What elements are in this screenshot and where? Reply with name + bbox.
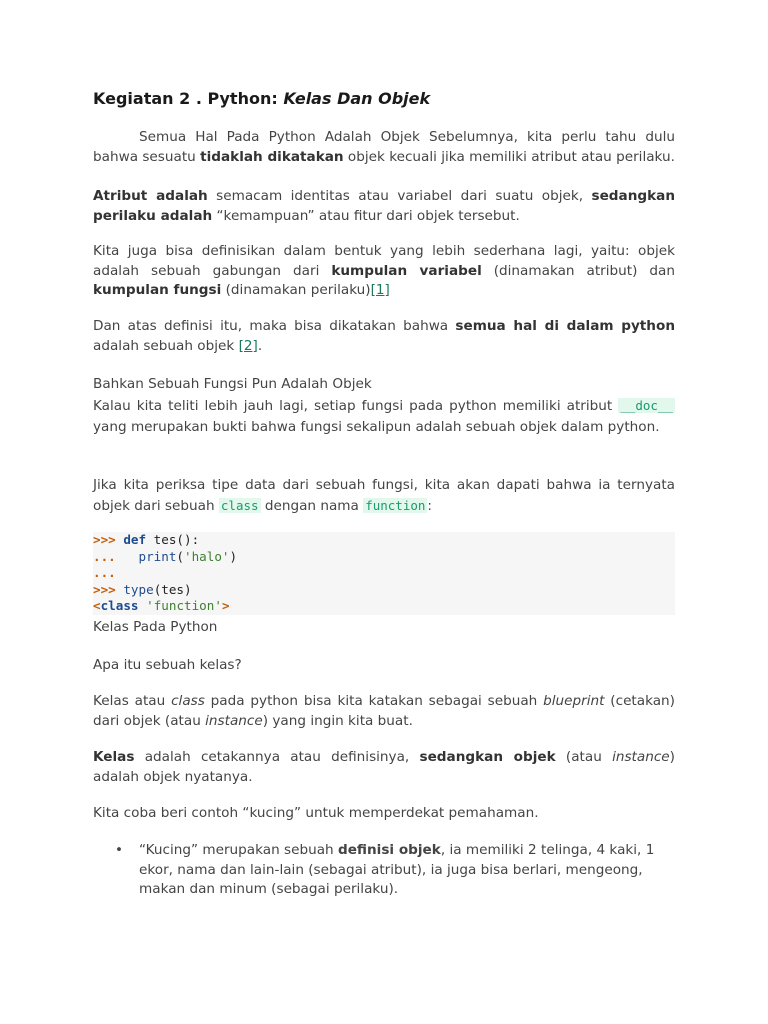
list-item: • “Kucing” merupakan sebuah definisi objek, ia memiliki 2 telinga, 4 kaki, 1 ekor, nama dan lain-lain (sebagai atribut), ia juga bisa berlari, mengeong, makan dan minum (sebagai perilaku). (115, 842, 655, 897)
inline-code-function: function (365, 497, 426, 513)
bullet-list (93, 841, 675, 900)
subheading-kelas: Kelas Pada Python (93, 619, 218, 635)
paragraph-intro: Semua Hal Pada Python Adalah Objek Sebelumnya, kita perlu tahu dulu bahwa sesuatu tidaklah dikatakan objek kecuali jika memiliki atribut atau perilaku. (93, 129, 675, 165)
paragraph-kelas-class: Kelas atau class pada python bisa kita katakan sebagai sebuah blueprint (cetakan) dari objek (atau instance) yang ingin kita buat. (93, 693, 675, 729)
title-italic: Kelas Dan Objek (283, 89, 431, 108)
code-line-2: ... print('halo') (93, 548, 238, 564)
paragraph-tipe-data: Jika kita periksa tipe data dari sebuah fungsi, kita akan dapati bahwa ia ternyata objek dari sebuah class dengan nama function : (93, 477, 675, 514)
page-title (93, 89, 430, 108)
footnote-link-2[interactable]: [2] (238, 337, 258, 354)
title-prefix: Kegiatan 2 . Python: (93, 89, 284, 108)
paragraph-question: Apa itu sebuah kelas? (93, 657, 242, 673)
code-line-3: ... (93, 565, 116, 581)
paragraph-atribut: Atribut adalah semacam identitas atau variabel dari suatu objek, sedangkan perilaku adalah “kemampuan” atau fitur dari objek tersebut. (93, 188, 675, 224)
subheading-fungsi: Bahkan Sebuah Fungsi Pun Adalah Objek (93, 376, 372, 392)
footnote-link-1[interactable]: [1] (370, 282, 390, 298)
code-line-4: >>> type(tes) (93, 581, 192, 597)
code-line-1: >>> def tes(): (93, 532, 200, 547)
inline-code-class: class (220, 497, 259, 513)
bullet-icon: • (115, 842, 124, 858)
paragraph-fungsi-objek: Bahkan Sebuah Fungsi Pun Adalah Objek Kalau kita teliti lebih jauh lagi, setiap fungsi pada python memiliki atribut __doc__ yang merupakan bukti bahwa fungsi sekalipun adalah sebuah objek dalam python. (93, 376, 673, 435)
code-block (93, 532, 675, 615)
paragraph-semua-objek: Dan atas definisi itu, maka bisa dikatakan bahwa semua hal di dalam python adalah sebuah objek [2]. (93, 318, 676, 354)
code-line-5: <class 'function'> (93, 598, 230, 614)
paragraph-contoh: Kita coba beri contoh “kucing” untuk memperdekat pemahaman. (93, 805, 539, 821)
inline-code-doc: __doc__ (620, 398, 673, 413)
paragraph-kelas-objek: Kelas adalah cetakannya atau definisinya, sedangkan objek (atau instance) adalah objek nyatanya. (93, 749, 675, 785)
paragraph-definisi: Kita juga bisa definisikan dalam bentuk yang lebih sederhana lagi, yaitu: objek adalah sebuah gabungan dari kumpulan variabel (dinamakan atribut) dan kumpulan fungsi (dinamakan perilaku)[1] (93, 243, 675, 298)
